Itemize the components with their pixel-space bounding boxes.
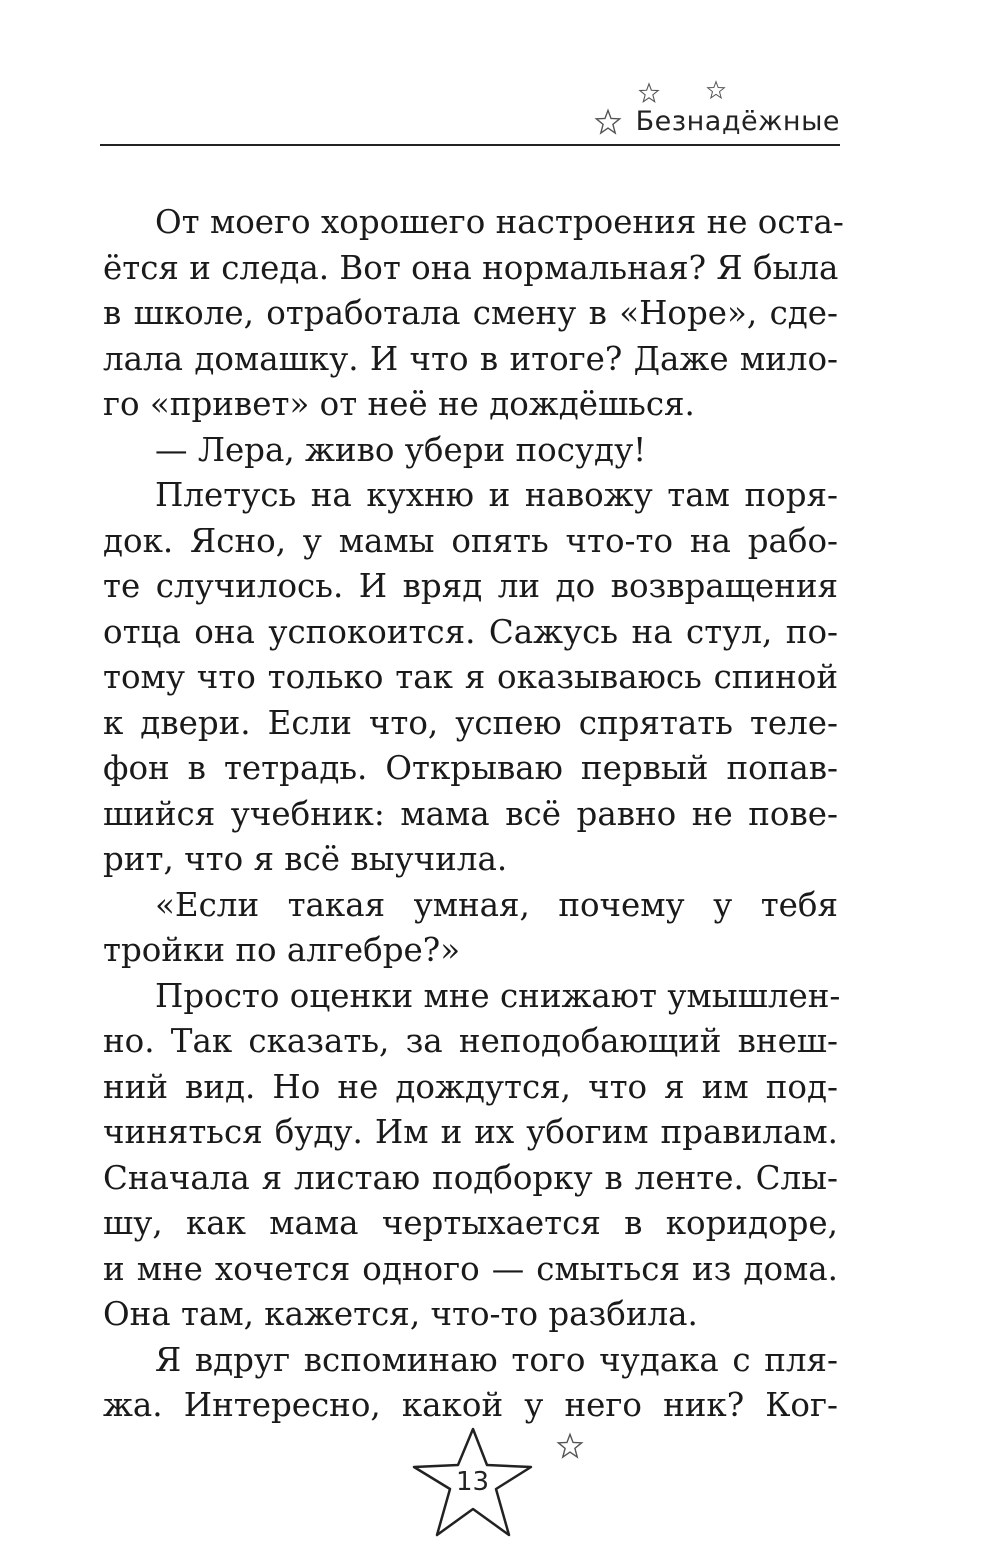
text-line: шу, как мама чертыхается в коридоре, <box>103 1204 838 1242</box>
text-line: к двери. Если что, успею спрятать теле- <box>103 703 838 742</box>
header-rule <box>100 144 840 146</box>
text-line: Я вдруг вспоминаю того чудака с пля- <box>155 1340 838 1379</box>
running-header <box>100 70 840 150</box>
star-outline-icon <box>638 82 660 104</box>
text-line: Плетусь на кухню и навожу там поря- <box>155 476 838 514</box>
running-header-title: Безнадёжные <box>635 106 840 137</box>
text-line: те случилось. И вряд ли до возвращения <box>103 567 838 605</box>
text-line: тому что только так я оказываюсь спиной <box>103 658 838 696</box>
text-line: — Лера, живо убери посуду! <box>155 430 647 469</box>
text-line: лала домашку. И что в итоге? Даже мило- <box>103 339 838 378</box>
text-line: жа. Интересно, какой у него ник? Ког- <box>103 1386 838 1424</box>
star-outline-icon <box>594 108 622 136</box>
text-line: фон в тетрадь. Открываю первый попав- <box>103 749 838 787</box>
text-line: ётся и следа. Вот она нормальная? Я была <box>103 248 839 287</box>
text-line: го «привет» от неё не дождёшься. <box>103 385 695 423</box>
text-line: отца она успокоится. Сажусь на стул, по- <box>103 612 838 651</box>
text-line: Сначала я листаю подборку в ленте. Слы- <box>103 1158 838 1197</box>
text-line: «Если такая умная, почему у тебя <box>155 885 838 924</box>
text-line: ний вид. Но не дождутся, что я им под- <box>103 1067 838 1106</box>
star-outline-icon <box>556 1432 584 1460</box>
text-line: тройки по алгебре?» <box>103 931 461 969</box>
text-line: шийся учебник: мама всё равно не пове- <box>103 794 838 833</box>
text-line: Она там, кажется, что-то разбила. <box>103 1295 698 1333</box>
text-line: От моего хорошего настроения не оста- <box>155 203 844 241</box>
star-outline-icon <box>706 80 726 100</box>
text-line: док. Ясно, у мамы опять что-то на рабо- <box>103 521 838 560</box>
text-line: и мне хочется одного — смыться из дома. <box>103 1249 838 1288</box>
text-line: чиняться буду. Им и их убогим правилам. <box>103 1113 838 1151</box>
text-line: в школе, отработала смену в «Норе», сде- <box>103 294 838 332</box>
text-line: но. Так сказать, за неподобающий внеш- <box>103 1022 838 1060</box>
text-line: рит, что я всё выучила. <box>103 840 508 878</box>
text-line: Просто оценки мне снижают умышлен- <box>155 976 841 1015</box>
page-number-badge <box>410 1425 535 1540</box>
body-text <box>103 200 844 1429</box>
page-number: 13 <box>455 1467 490 1497</box>
